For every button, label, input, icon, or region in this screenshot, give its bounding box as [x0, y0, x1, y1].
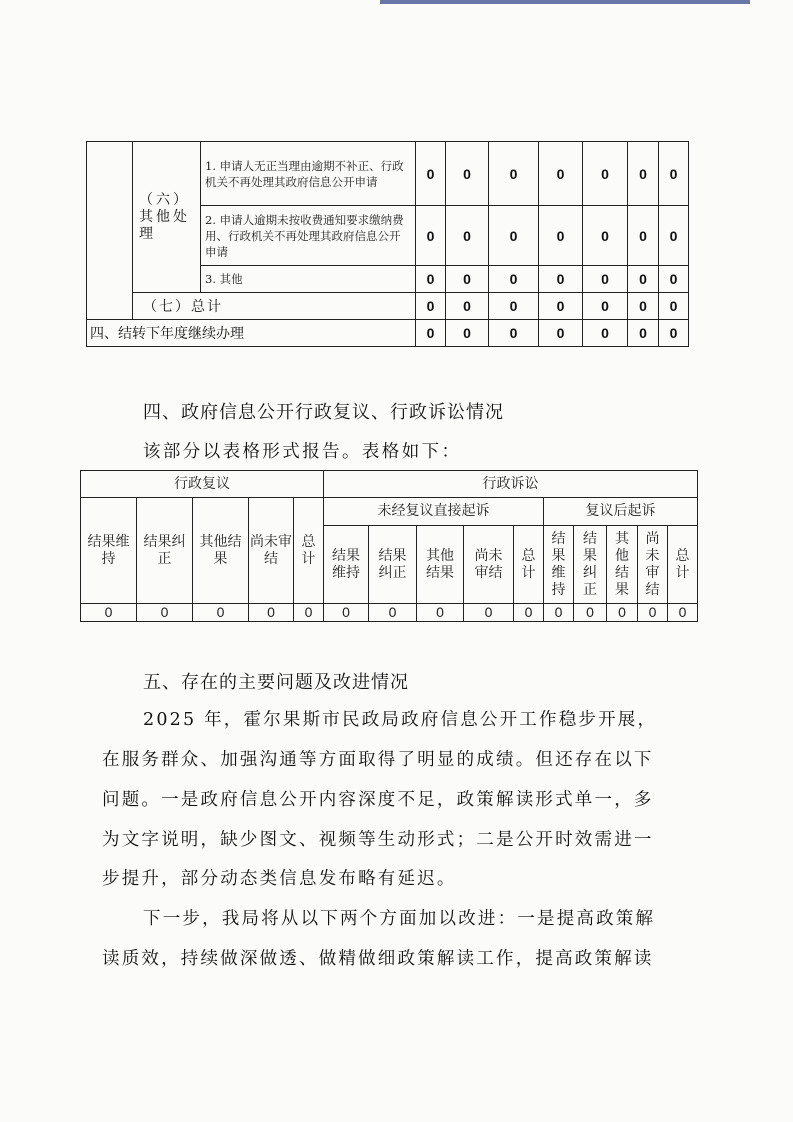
col-header: 结果纠正 — [369, 526, 417, 604]
total-label: （七）总计 — [133, 293, 416, 320]
paragraph-line: 下一步，我局将从以下两个方面加以改进：一是提高政策解 — [143, 909, 656, 929]
cell-value: 0 — [628, 266, 659, 293]
subgroup-suit-after-review: 复议后起诉 — [544, 498, 698, 526]
col-header: 尚未审结 — [638, 526, 668, 604]
cell-value: 0 — [489, 142, 539, 206]
section4-intro: 该部分以表格形式报告。表格如下： — [143, 442, 462, 462]
cell-value: 0 — [574, 604, 607, 622]
cell-value: 0 — [294, 604, 324, 622]
paragraph-line: 步提升，部分动态类信息发布略有延迟。 — [102, 869, 457, 889]
cell-value: 0 — [416, 320, 446, 347]
subgroup-direct-suit: 未经复议直接起诉 — [324, 498, 544, 526]
cell-value: 0 — [81, 604, 137, 622]
disposal-table — [86, 141, 689, 347]
col-header: 其他结果 — [607, 526, 638, 604]
col-header: 结果维持 — [81, 498, 137, 604]
total-row — [87, 293, 689, 320]
table-row — [87, 142, 689, 206]
cell-value: 0 — [489, 266, 539, 293]
cell-value: 0 — [446, 206, 489, 266]
col-header: 结果维持 — [324, 526, 369, 604]
cell-value: 0 — [659, 266, 689, 293]
cell-value: 0 — [137, 604, 193, 622]
cell-value: 0 — [659, 320, 689, 347]
carry-over-row — [87, 320, 689, 347]
cell-value: 0 — [416, 142, 446, 206]
cell-value: 0 — [514, 604, 544, 622]
cell-value: 0 — [539, 293, 583, 320]
cell-value: 0 — [539, 206, 583, 266]
col-header: 总计 — [668, 526, 698, 604]
cell-value: 0 — [489, 206, 539, 266]
cell-value: 0 — [628, 142, 659, 206]
cell-value: 0 — [416, 293, 446, 320]
row-desc: 2. 申请人逾期未按收费通知要求缴纳费用、行政机关不再处理其政府信息公开申请 — [201, 206, 416, 266]
col-header: 总计 — [514, 526, 544, 604]
cell-value: 0 — [464, 604, 514, 622]
cell-value: 0 — [539, 320, 583, 347]
review-litigation-table — [80, 470, 698, 622]
col-header: 总计 — [294, 498, 324, 604]
cell-value: 0 — [446, 293, 489, 320]
row-desc: 1. 申请人无正当理由逾期不补正、行政机关不再处理其政府信息公开申请 — [201, 142, 416, 206]
col-header: 结果纠正 — [574, 526, 607, 604]
scan-edge-artifact — [380, 0, 750, 4]
cell-value: 0 — [324, 604, 369, 622]
row-desc: 3. 其他 — [201, 266, 416, 293]
cell-value: 0 — [659, 206, 689, 266]
cell-value: 0 — [607, 604, 638, 622]
cell-value: 0 — [446, 142, 489, 206]
blank-cell — [87, 142, 133, 320]
cell-value: 0 — [659, 142, 689, 206]
paragraph-line: 2025 年，霍尔果斯市民政局政府信息公开工作稳步开展， — [143, 710, 658, 730]
category-other-processing: （六）其他处理 — [133, 142, 201, 293]
cell-value: 0 — [417, 604, 464, 622]
cell-value: 0 — [583, 142, 628, 206]
col-header: 其他结果 — [193, 498, 249, 604]
cell-value: 0 — [539, 266, 583, 293]
section4-heading: 四、政府信息公开行政复议、行政诉讼情况 — [143, 402, 504, 423]
cell-value: 0 — [583, 266, 628, 293]
cell-value: 0 — [416, 266, 446, 293]
col-header: 尚未审结 — [249, 498, 294, 604]
section5-heading: 五、存在的主要问题及改进情况 — [143, 672, 409, 693]
cell-value: 0 — [416, 206, 446, 266]
cell-value: 0 — [659, 293, 689, 320]
cell-value: 0 — [544, 604, 574, 622]
paragraph-line: 问题。一是政府信息公开内容深度不足，政策解读形式单一，多 — [102, 790, 654, 810]
cell-value: 0 — [628, 206, 659, 266]
paragraph-line: 为文字说明，缺少图文、视频等生动形式；二是公开时效需进一 — [102, 830, 654, 850]
cell-value: 0 — [583, 206, 628, 266]
cell-value: 0 — [249, 604, 294, 622]
col-header: 结果维持 — [544, 526, 574, 604]
cell-value: 0 — [539, 142, 583, 206]
carry-over-label: 四、结转下年度继续办理 — [87, 320, 416, 347]
cell-value: 0 — [489, 320, 539, 347]
group-admin-review: 行政复议 — [81, 471, 324, 498]
cell-value: 0 — [583, 320, 628, 347]
paragraph-line: 读质效，持续做深做透、做精做细政策解读工作，提高政策解读 — [102, 949, 654, 969]
col-header: 其他结果 — [417, 526, 464, 604]
group-admin-litigation: 行政诉讼 — [324, 471, 698, 498]
cell-value: 0 — [628, 320, 659, 347]
cell-value: 0 — [446, 320, 489, 347]
cell-value: 0 — [369, 604, 417, 622]
cell-value: 0 — [583, 293, 628, 320]
paragraph-line: 在服务群众、加强沟通等方面取得了明显的成绩。但还存在以下 — [102, 750, 654, 770]
cell-value: 0 — [668, 604, 698, 622]
col-header: 结果纠正 — [137, 498, 193, 604]
cell-value: 0 — [446, 266, 489, 293]
col-header: 尚未审结 — [464, 526, 514, 604]
cell-value: 0 — [628, 293, 659, 320]
cell-value: 0 — [638, 604, 668, 622]
cell-value: 0 — [193, 604, 249, 622]
cell-value: 0 — [489, 293, 539, 320]
